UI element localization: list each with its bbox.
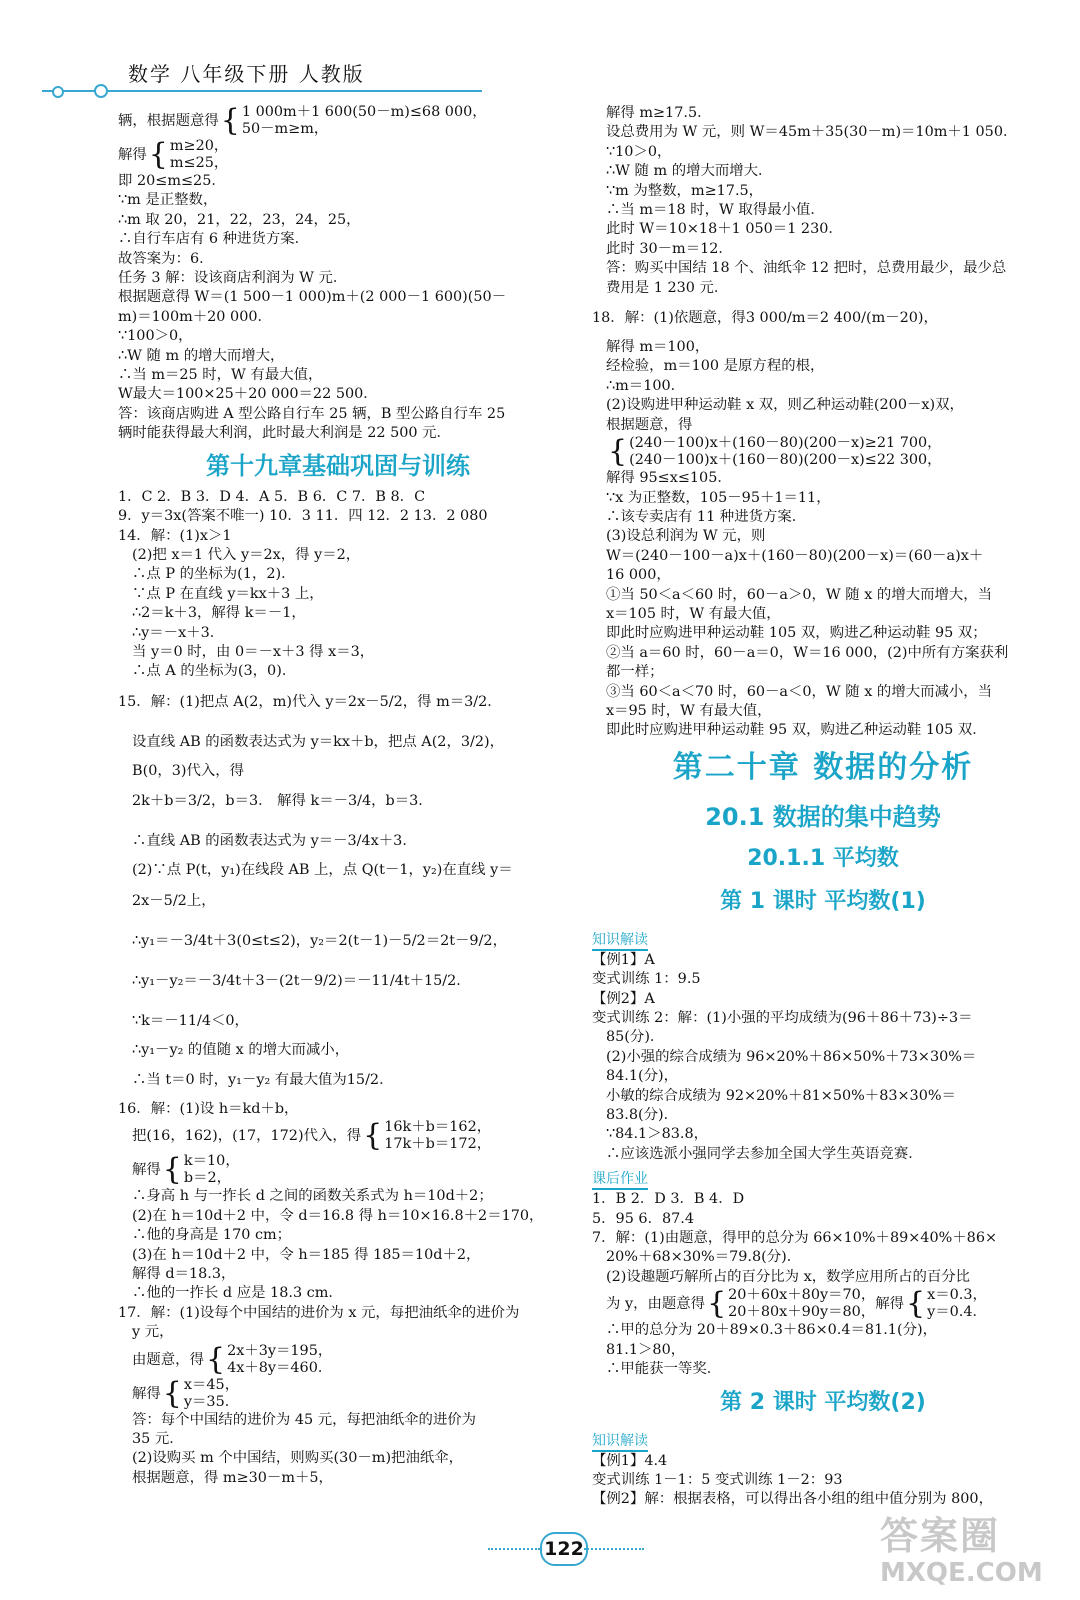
section-tag: 知识解读 [592,1432,648,1452]
text-line: 2k＋b＝3/2，b＝3． 解得 k＝－3/4，b＝3． [132,793,433,810]
chapter-19-title: 第十九章基础巩固与训练 [206,451,470,480]
text-line: x＝105 时，W 有最大值， [606,605,781,622]
text-line: 【例2】A [592,990,655,1007]
text-line: 辆时能获得最大利润，此时最大利润是 22 500 元． [118,425,451,442]
text-line: 【例1】A [592,951,655,968]
answer-line: 1．C 2．B 3．D 4．A 5．B 6．C 7．B 8．C [118,488,426,505]
answer-line: 9．y＝3x(答案不唯一) 10．3 11．四 12．2 13．2 080 [118,508,488,525]
text-line: 解得 95≤x≤105． [606,470,732,487]
text-line: ∴W 随 m 的增大而增大， [118,347,285,364]
text-line: 根据题意得 W＝(1 500－1 000)m＋(2 000－1 600)(50－ [118,289,507,306]
text-line: ∴y₁－y₂ 的值随 x 的增大而减小， [132,1041,350,1058]
text-line: 根据题意，得 m≥30－m＋5， [132,1469,333,1486]
text-line: 此时 30－m＝12． [606,240,733,257]
section-tag-line [592,925,1054,951]
text-line: ∵m 为整数，m≥17.5， [606,182,764,199]
answer-line: 5．95 6．87.4 [592,1210,695,1227]
text-line: 84.1(分)， [606,1068,679,1085]
text-line: ∴甲能获一等奖． [606,1361,722,1378]
page-number: 122 [540,1532,588,1566]
text-line: 【例1】4.4 [592,1452,668,1469]
text-line: ∴y₁－y₂＝－3/4t＋3－(2t－9/2)＝－11/4t＋15/2． [132,972,471,989]
answer-line: 1．B 2．D 3．B 4．D [592,1191,745,1208]
text-line: (3)设总利润为 W 元，则 [606,528,766,545]
left-column [118,104,558,1488]
text-line: 根据题意，得 [606,416,693,433]
text-line: 故答案为：6． [118,250,214,267]
text-line: ∴直线 AB 的函数表达式为 y＝－3/4x＋3． [132,833,417,850]
text-line: m)＝100m＋20 000． [118,308,272,325]
footer-dots [488,1548,540,1550]
text-line: 小敏的综合成绩为 92×20%＋81×50%＋83×30%＝ [606,1087,956,1104]
text-line: (2)设购进甲种运动鞋 x 双，则乙种运动鞋(200－x)双， [606,397,964,414]
header-rule [42,90,482,92]
text-line: 16．解：(1)设 h＝kd＋b， [118,1100,299,1117]
text-line: W最大＝100×25＋20 000＝22 500． [118,386,378,403]
text-line: 85(分)． [606,1029,665,1046]
text-line: 7．解：(1)由题意，得甲的总分为 66×10%＋89×40%＋86× [592,1230,998,1247]
text-line: 解得{ m≥20， m≤25， [118,137,229,172]
text-line: (2)在 h＝10d＋2 中，令 d＝16.8 得 h＝10×16.8＋2＝170， [132,1207,544,1224]
text-line: ∴y＝－x＋3． [132,624,225,641]
text-line: { (240－100)x＋(160－80)(200－x)≥21 700， (240－100)x＋(160－80)(200－x)≤22 300， [608,434,942,470]
text-line: ∴该专卖店有 11 种进货方案． [606,508,807,525]
text-line: y 元， [132,1324,174,1341]
chapter-20-title: 第二十章 数据的分析 [672,749,974,785]
text-line: (2)小强的综合成绩为 96×20%＋86×50%＋73×30%＝ [606,1048,977,1065]
text-line: 即 20≤m≤25． [118,173,226,189]
text-line: B(0，3)代入，得 [132,762,245,779]
text-line: ①当 50＜a＜60 时，60－a＞0，W 随 x 的增大而增大，当 [606,586,993,603]
text-line: 即此时应购进甲种运动鞋 95 双，购进乙种运动鞋 105 双． [606,722,987,739]
text-line: 变式训练 1－1：5 变式训练 1－2：93 [592,1471,843,1488]
text-line: ∴2＝k＋3，解得 k＝－1， [132,605,306,622]
text-line: 此时 W＝10×18＋1 050＝1 230． [606,221,843,238]
footer-dots [584,1548,644,1550]
text-line: W＝(240－100－a)x＋(160－80)(200－x)＝(60－a)x＋ [606,547,984,564]
text-line: 答：该商店购进 A 型公路自行车 25 辆，B 型公路自行车 25 [118,405,506,422]
header-dot [94,84,108,98]
text-line: ∴m＝100． [606,377,686,394]
text-line: 解得 d＝18.3， [132,1266,236,1282]
text-line: ∴他的一拃长 d 应是 18.3 cm． [132,1285,343,1302]
text-line: 辆，根据题意得{ 1 000m＋1 600(50－m)≤68 000， 50－m≥m， [118,103,487,138]
text-line: 变式训练 1：9.5 [592,971,701,988]
section-tag: 课后作业 [592,1170,648,1190]
text-line: 83.8(分)． [606,1107,679,1124]
text-line: ∴当 m＝25 时，W 有最大值， [118,367,323,384]
text-line: ∵100＞0， [118,328,193,345]
text-line: ∴y₁＝－3/4t＋3(0≤t≤2)，y₂＝2(t－1)－5/2＝2t－9/2， [132,932,507,949]
text-line: 解得{ k＝10， b＝2， [132,1152,240,1188]
text-line: ∵84.1＞83.8， [606,1126,709,1143]
text-line: ∴他的身高是 170 cm； [132,1227,292,1244]
text-line: 2x－5/2上， [132,892,216,909]
text-line: ∴自行车店有 6 种进货方案． [118,231,309,248]
text-line: 设总费用为 W 元，则 W＝45m＋35(30－m)＝10m＋1 050． [606,124,1018,141]
text-line: ∴m 取 20，21，22，23，24，25， [118,211,361,228]
watermark-cn: 答案圈 [880,1514,1001,1558]
text-line: 为 y，由题意得{ 20＋60x＋80y＝70， 20＋80x＋90y＝80， 解得{ x＝0.3， y＝0.4． [606,1286,987,1322]
text-line: (2)∵点 P(t，y₁)在线段 AB 上，点 Q(t－1，y₂)在直线 y＝ [132,862,513,879]
text-line: 16 000， [606,567,671,584]
section-tag-line [592,1426,1054,1452]
page-header [0,0,1080,100]
text-line: ∴身高 h 与一拃长 d 之间的函数关系式为 h＝10d＋2； [132,1188,493,1205]
text-line: 费用是 1 230 元． [606,279,729,296]
text-line: 把(16，162)，(17，172)代入，得{ 16k＋b＝162， 17k＋b＝172， [132,1118,492,1154]
text-line: ∴当 m＝18 时，W 取得最小值． [606,202,825,219]
text-line: ∴W 随 m 的增大而增大． [606,163,773,180]
lesson-title: 第 1 课时 平均数(1) [720,888,926,914]
text-line: ∵x 为正整数，105－95＋1＝11， [606,489,831,506]
text-line: 14．解：(1)x＞1 [118,527,232,544]
text-line: 【例2】解：根据表格，可以得出各小组的组中值分别为 800， [592,1491,993,1508]
text-line: ∵m 是正整数， [118,192,218,209]
text-line: x＝95 时，W 有最大值， [606,702,772,719]
section-title: 20.1 数据的集中趋势 [705,802,941,831]
text-line: ∴当 t＝0 时，y₁－y₂ 有最大值为15/2． [132,1071,394,1088]
text-line: (2)设趣题巧解所占的百分比为 x，数学应用所占的百分比 [606,1268,971,1285]
subsection-title: 20.1.1 平均数 [747,845,899,871]
text-line: 变式训练 2：解：(1)小强的平均成绩为(96＋86＋73)÷3＝ [592,1010,973,1026]
text-line: ∵点 P 在直线 y＝kx＋3 上， [132,585,324,602]
text-line: 设直线 AB 的函数表达式为 y＝kx＋b，把点 A(2，3/2)， [132,733,505,750]
text-line: 解得{ x＝45， y＝35． [132,1375,240,1411]
text-line: 解得 m＝100， [606,339,710,356]
text-line: ③当 60＜a＜70 时，60－a＜0，W 随 x 的增大而减小，当 [606,683,993,700]
section-tag-line [592,1164,1054,1190]
text-line: (3)在 h＝10d＋2 中，令 h＝185 得 185＝10d＋2， [132,1246,481,1263]
text-line: 由题意，得{ 2x＋3y＝195， 4x＋8y＝460． [132,1341,333,1377]
text-line: 解得 m≥17.5． [606,105,712,121]
text-line: 35 元． [132,1431,184,1448]
text-line: 答：购买中国结 18 个、油纸伞 12 把时，总费用最少，最少总 [606,260,1007,277]
text-line: 答：每个中国结的进价为 45 元，每把油纸伞的进价为 [132,1411,477,1428]
text-line: ∴点 A 的坐标为(3，0)． [132,663,297,680]
text-line: 17．解：(1)设每个中国结的进价为 x 元，每把油纸伞的进价为 [118,1304,520,1321]
text-line: 81.1＞80， [606,1341,686,1358]
text-line: (2)把 x＝1 代入 y＝2x，得 y＝2， [132,546,361,563]
text-line: 经检验，m＝100 是原方程的根， [606,358,825,375]
right-column [592,104,1054,1510]
watermark [880,1514,1070,1594]
header-title: 数学 八年级下册 人教版 [128,62,365,86]
text-line: 20%＋68×30%＝79.8(分)． [606,1249,802,1266]
text-line: 当 y＝0 时，由 0＝－x＋3 得 x＝3， [132,643,375,660]
text-line: ∴点 P 的坐标为(1，2)． [132,566,296,583]
watermark-en: MXQE.COM [880,1558,1043,1588]
text-line: ②当 a＝60 时，60－a＝0，W＝16 000，(2)中所有方案获利 [606,644,1009,661]
text-line: ∴应该选派小强同学去参加全国大学生英语竞赛． [606,1145,923,1162]
text-line: 15．解：(1)把点 A(2，m)代入 y＝2x－5/2，得 m＝3/2． [118,693,502,710]
section-tag: 知识解读 [592,931,648,951]
text-line: (2)设购买 m 个中国结，则购买(30－m)把油纸伞， [132,1450,464,1467]
lesson-title: 第 2 课时 平均数(2) [720,1389,926,1415]
text-line: ∵k＝－11/4＜0， [132,1012,249,1029]
text-line: 任务 3 解：设该商店利润为 W 元． [118,270,348,287]
text-line: ∴甲的总分为 20＋89×0.3＋86×0.4＝81.1(分)， [606,1322,937,1339]
header-dot [52,86,64,98]
text-line: ∵10＞0， [606,143,672,160]
text-line: 18．解：(1)依题意，得3 000/m＝2 400/(m－20)， [592,310,938,327]
text-line: 都一样； [606,664,664,681]
text-line: 即此时应购进甲种运动鞋 105 双，购进乙种运动鞋 95 双； [606,625,987,642]
